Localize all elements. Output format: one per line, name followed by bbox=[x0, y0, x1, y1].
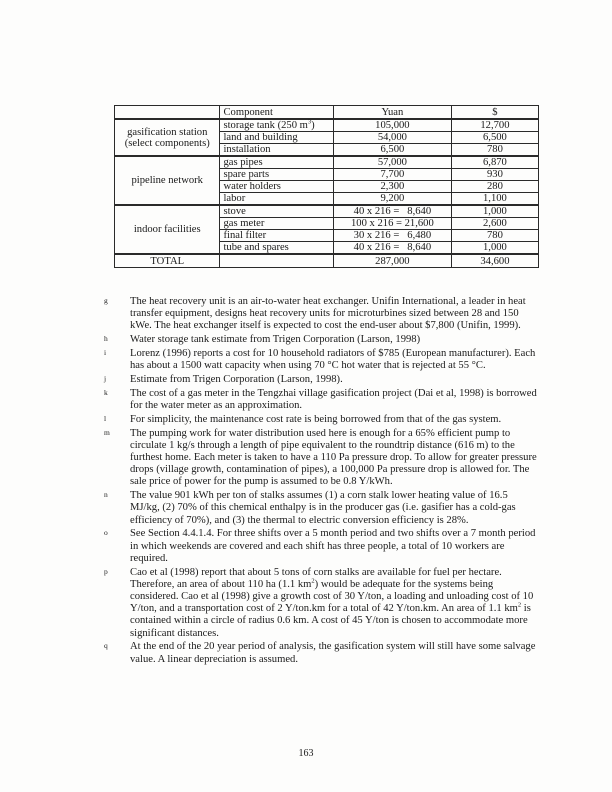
usd-cell: 6,870 bbox=[451, 156, 538, 169]
footnote-text: The value 901 kWh per ton of stalks assumes (1) a corn stalk lower heating value of 16.5 MJ/kg, (2) 70% of this chemical enthalpy is in the producer gas (i.e. gasifier has a cold-gas efficiency of 70%), and (3) the thermal to electric conversion efficiency is 28%. bbox=[130, 490, 516, 526]
usd-cell: 1,000 bbox=[451, 205, 538, 218]
cost-table bbox=[114, 105, 539, 268]
footnote-marker: q bbox=[104, 641, 108, 651]
footnote-p bbox=[104, 567, 540, 640]
footnote-k bbox=[104, 388, 540, 412]
table-total-row bbox=[115, 254, 539, 268]
footnote-g bbox=[104, 296, 540, 333]
usd-cell: 280 bbox=[451, 181, 538, 193]
footnote-text: Water storage tank estimate from Trigen Corporation (Larson, 1998) bbox=[130, 334, 421, 346]
footnote-text: At the end of the 20 year period of analysis, the gasification system will still have some salvage value. A linear depreciation is assumed. bbox=[130, 641, 536, 665]
yuan-cell: 9,200 bbox=[333, 193, 451, 206]
yuan-cell: 6,500 bbox=[333, 144, 451, 157]
footnote-o bbox=[104, 528, 540, 565]
group-label-pipeline: pipeline network bbox=[115, 156, 220, 205]
yuan-cell: 7,700 bbox=[333, 169, 451, 181]
header-group bbox=[115, 106, 220, 120]
footnote-n bbox=[104, 490, 540, 527]
total-usd: 34,600 bbox=[451, 254, 538, 268]
component-cell: labor bbox=[220, 193, 333, 206]
usd-cell: 1,100 bbox=[451, 193, 538, 206]
footnote-marker: j bbox=[104, 374, 107, 383]
component-cell: tube and spares bbox=[220, 242, 333, 255]
component-cell: spare parts bbox=[220, 169, 333, 181]
footnote-text: For simplicity, the maintenance cost rate is being borrowed from that of the gas system. bbox=[130, 413, 502, 425]
header-yuan: Yuan bbox=[333, 106, 451, 120]
footnote-h bbox=[104, 334, 540, 346]
footnote-marker: l bbox=[104, 413, 107, 423]
footnote-text: The cost of a gas meter in the Tengzhai village gasification project (Dai et al, 1998) is borrowed for the water meter as an approximation. bbox=[130, 387, 537, 411]
table-row bbox=[115, 119, 539, 132]
yuan-cell: 2,300 bbox=[333, 181, 451, 193]
footnote-text: Estimate from Trigen Corporation (Larson, 1998). bbox=[130, 374, 343, 385]
footnote-marker: g bbox=[104, 296, 108, 305]
total-component bbox=[220, 254, 333, 268]
header-component: Component bbox=[220, 106, 333, 120]
yuan-cell: 30 x 216 = 6,480 bbox=[333, 230, 451, 242]
footnote-marker: o bbox=[104, 528, 108, 538]
usd-cell: 1,000 bbox=[451, 242, 538, 255]
group-label-line1: gasification station bbox=[127, 126, 208, 138]
footnote-marker: n bbox=[104, 490, 108, 500]
yuan-cell: 105,000 bbox=[333, 119, 451, 132]
group-label-gasification bbox=[115, 119, 220, 156]
footnote-j bbox=[104, 374, 540, 386]
footnote-text: Cao et al (1998) report that about 5 tons of corn stalks are available for fuel per hectare. Therefore, an area of about 110 ha (1.1 $km^2$) would be adequate for the systems being considered. Cao et al (1998) give a growth cost of 30 Y/ton, a loading and unloading cost of 10 Y/ton, and a transportation cost of 2 Y/ton.km for a total of 42 Y/ton.km. An area of 1.1 $km^2$ is contained within a circle of radius 0.6 km. A cost of 45 Y/ton is chosen to accommodate more significant distances. bbox=[130, 566, 534, 639]
footnote-text: Lorenz (1996) reports a cost for 10 household radiators of $785 (European manufacturer). Each has about a 1500 watt capacity when using 70 °C hot water that is rejected at 55 °C. bbox=[130, 348, 536, 372]
footnote-text: See Section 4.4.1.4. For three shifts over a 5 month period and two shifts over a 7 month period in which weekends are covered and each shift has three people, a total of 10 workers are required. bbox=[130, 528, 536, 564]
yuan-cell: 40 x 216 = 8,640 bbox=[333, 242, 451, 255]
component-cell: stove bbox=[220, 205, 333, 218]
usd-cell: 2,600 bbox=[451, 218, 538, 230]
footnote-m bbox=[104, 428, 540, 489]
header-usd: $ bbox=[451, 106, 538, 120]
footnote-marker: h bbox=[104, 334, 108, 344]
usd-cell: 780 bbox=[451, 144, 538, 157]
component-cell: land and building bbox=[220, 132, 333, 144]
component-cell: water holders bbox=[220, 181, 333, 193]
component-cell: storage tank (250 $m^3$) bbox=[220, 119, 333, 132]
table-row bbox=[115, 205, 539, 218]
table-header-row bbox=[115, 106, 539, 120]
footnote-marker: m bbox=[104, 427, 110, 437]
total-yuan: 287,000 bbox=[333, 254, 451, 268]
component-cell: installation bbox=[220, 144, 333, 157]
footnote-marker: k bbox=[104, 387, 108, 397]
yuan-cell: 54,000 bbox=[333, 132, 451, 144]
footnote-i bbox=[104, 348, 540, 372]
table-row bbox=[115, 156, 539, 169]
yuan-cell: 57,000 bbox=[333, 156, 451, 169]
footnotes bbox=[104, 296, 540, 667]
footnote-text: The pumping work for water distribution used here is enough for a 65% efficient pump to circulate 1 kg/s through a length of pipe equivalent to the roundtrip distance (616 m) to the furthest home. Each meter is taken to have a 110 Pa pressure drop. To allow for greater pressure drops (village growth, contamination of pipes), a 100,000 Pa pressure drop is allowed for. The sale price of power for the pump is assumed to be 0.8 Y/kWh. bbox=[130, 427, 537, 488]
total-label: TOTAL bbox=[115, 254, 220, 268]
usd-cell: 6,500 bbox=[451, 132, 538, 144]
footnote-marker: p bbox=[104, 566, 108, 576]
usd-cell: 930 bbox=[451, 169, 538, 181]
footnote-text: The heat recovery unit is an air-to-water heat exchanger. Unifin International, a leader in heat transfer equipment, designs heat recovery units for microturbines sized between 28 and 150 kWe. The heat exchanger itself is expected to cost the end-user about $7,800 (Unifin, 1999). bbox=[130, 296, 526, 332]
component-cell: gas meter bbox=[220, 218, 333, 230]
footnote-marker: i bbox=[104, 348, 107, 357]
yuan-cell: 40 x 216 = 8,640 bbox=[333, 205, 451, 218]
page-number: 163 bbox=[298, 748, 314, 759]
usd-cell: 12,700 bbox=[451, 119, 538, 132]
component-cell: gas pipes bbox=[220, 156, 333, 169]
usd-cell: 780 bbox=[451, 230, 538, 242]
group-label-indoor: indoor facilities bbox=[115, 205, 220, 254]
footnote-q bbox=[104, 641, 540, 665]
component-cell: final filter bbox=[220, 230, 333, 242]
yuan-cell: 100 x 216 = 21,600 bbox=[333, 218, 451, 230]
footnote-l bbox=[104, 414, 540, 426]
group-label-line2: (select components) bbox=[124, 137, 210, 149]
